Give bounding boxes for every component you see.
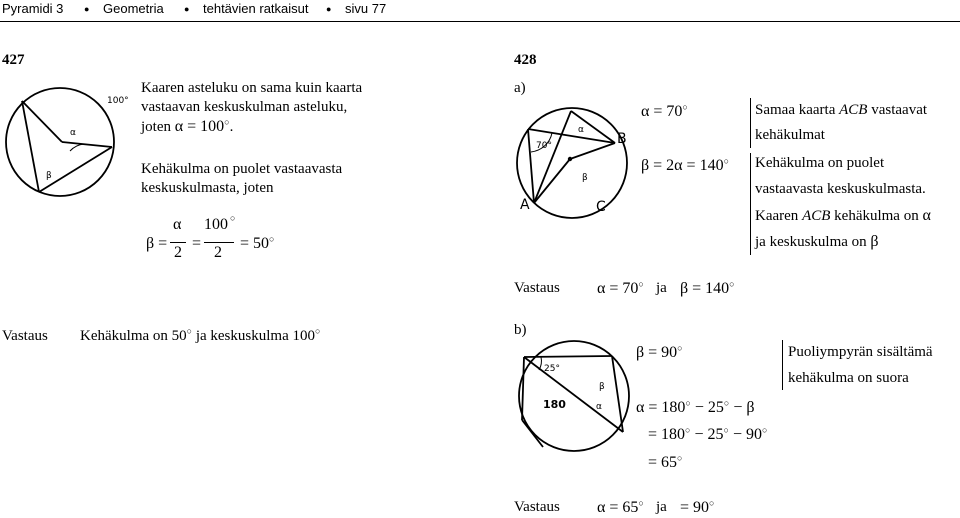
- part-b-answer-beta: = 90○: [680, 498, 715, 516]
- part-b-equation-3: = 180○ − 25○ − 90○: [648, 425, 768, 443]
- figure-427-alpha-label: α: [70, 128, 76, 138]
- figure-428a-point-b: B: [617, 131, 627, 147]
- figure-428a-alpha-label: α: [578, 125, 584, 135]
- header-book: Pyramidi 3: [2, 1, 64, 16]
- part-b-answer-alpha: α = 65○: [597, 498, 644, 516]
- bullet-icon: ●: [326, 4, 332, 14]
- part-a-equation-1: α = 70○: [641, 102, 688, 120]
- part-a-equation-2: β = 2α = 140○: [641, 156, 730, 174]
- part-b-note-1: Puoliympyrän sisältämä: [788, 344, 933, 360]
- header-page: sivu 77: [345, 1, 387, 16]
- note-divider: [782, 340, 783, 390]
- part-b-answer-ja: ja: [656, 499, 667, 515]
- figure-428b-beta-label: β: [599, 382, 605, 392]
- part-a-label: a): [514, 80, 526, 96]
- header-section: tehtävien ratkaisut: [203, 1, 309, 16]
- bullet-icon: ●: [184, 4, 190, 14]
- part-a-answer-ja: ja: [656, 280, 667, 296]
- part-b-answer-label: Vastaus: [514, 499, 560, 515]
- problem-427-text-5: keskuskulmasta, joten: [141, 180, 274, 196]
- part-b-label: b): [514, 322, 527, 338]
- problem-427-number: 427: [2, 52, 25, 68]
- problem-428-number: 428: [514, 52, 537, 68]
- problem-427-text-4: Kehäkulma on puolet vastaavasta: [141, 161, 343, 177]
- problem-427-text-2: vastaavan keskuskulman asteluku,: [141, 99, 348, 115]
- part-a-note-6: ja keskuskulma on β: [755, 233, 879, 250]
- part-b-equation-4: = 65○: [648, 453, 683, 471]
- figure-427-beta-label: β: [46, 171, 52, 181]
- part-a-note-2: kehäkulmat: [755, 127, 825, 143]
- part-a-answer-alpha: α = 70○: [597, 279, 644, 297]
- header-topic: Geometria: [103, 1, 164, 16]
- problem-427-result: = 50○: [240, 234, 275, 252]
- figure-428a-point-c: C: [596, 199, 606, 215]
- figure-428b-angle-25: 25°: [544, 364, 560, 374]
- part-b-equation-1: β = 90○: [636, 343, 683, 361]
- part-a-note-3: Kehäkulma on puolet: [755, 155, 885, 171]
- problem-427-answer: Kehäkulma on 50○ ja keskuskulma 100○: [80, 326, 321, 344]
- problem-427-equals: =: [192, 235, 202, 252]
- part-a-note-5: Kaaren ACB kehäkulma on α: [755, 207, 931, 224]
- part-a-note-1: Samaa kaarta ACB vastaavat: [755, 102, 928, 118]
- figure-428b-alpha-label: α: [596, 402, 602, 412]
- problem-427-beta: β =: [146, 235, 168, 252]
- problem-427-text-3: joten α = 100○.: [141, 117, 234, 135]
- part-b-equation-2: α = 180○ − 25○ − β: [636, 398, 755, 416]
- figure-428b-angle-180: 180: [543, 398, 566, 411]
- figure-428a-beta-label: β: [582, 173, 588, 183]
- part-b-note-2: kehäkulma on suora: [788, 370, 909, 386]
- figure-427-arc-label: 100°: [107, 96, 129, 106]
- figure-428a-point-a: A: [520, 197, 530, 213]
- figure-428a-angle-70: 70°: [536, 141, 552, 151]
- part-a-answer-beta: β = 140○: [680, 279, 735, 297]
- part-a-note-4: vastaavasta keskuskulmasta.: [755, 181, 926, 197]
- problem-427-text-1: Kaaren asteluku on sama kuin kaarta: [141, 80, 363, 96]
- problem-427-answer-label: Vastaus: [2, 328, 48, 344]
- bullet-icon: ●: [84, 4, 90, 14]
- part-a-answer-label: Vastaus: [514, 280, 560, 296]
